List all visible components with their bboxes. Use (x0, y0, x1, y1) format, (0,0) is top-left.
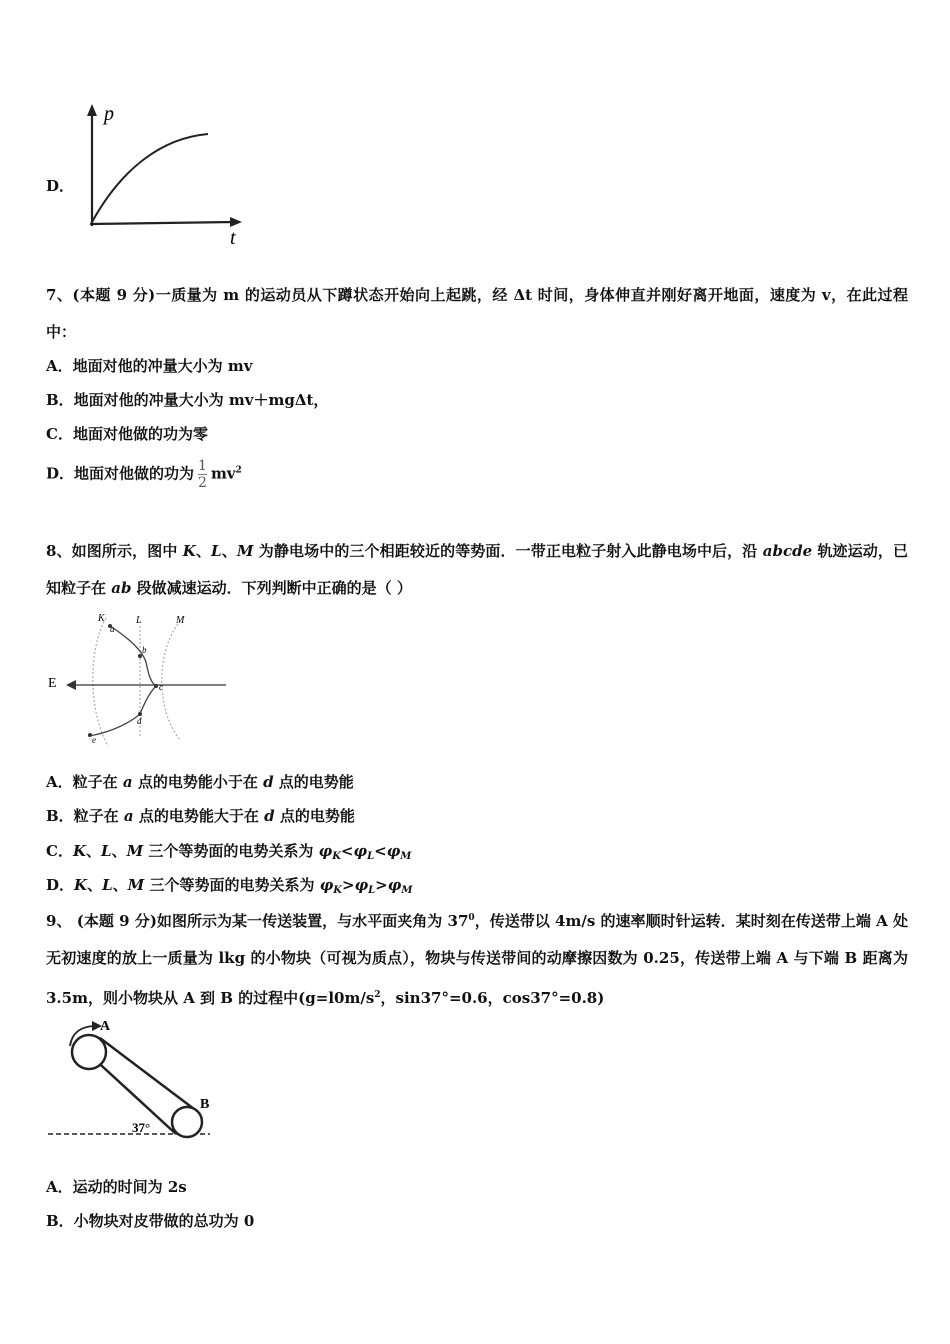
q9-option-a: A．运动的时间为 2s (46, 1178, 187, 1196)
q8-stem-sep1: 、 (195, 542, 212, 560)
q8-b-post: 点的电势能 (274, 807, 355, 825)
fig-label-e-field: E (48, 676, 57, 691)
fig-label-b: b (142, 645, 147, 655)
q8-c-sub-l: L (367, 851, 375, 862)
q8-stem-part2: 为静电场中的三个相距较近的等势面．一带正电粒子射入此静电场中后，沿 (253, 542, 763, 560)
q8-d-sub-k: K (333, 885, 342, 896)
q8-c-lt1: < (340, 842, 354, 860)
q9-g-sup: 2 (374, 990, 381, 1000)
q8-a-pre: A．粒子在 (46, 773, 123, 791)
q6-pt-graph (82, 98, 252, 248)
graph-x-axis (90, 222, 234, 224)
q8-option-c (46, 841, 411, 867)
q8-c-m: M (126, 842, 144, 860)
q8-d-phi-l: φ (354, 876, 369, 894)
q8-c-phi-m: φ (386, 842, 401, 860)
q8-c-sep2: 、 (111, 842, 127, 860)
q6-option-d-label: D． (46, 177, 75, 195)
q8-c-sep1: 、 (86, 842, 102, 860)
q8-option-a (46, 772, 354, 792)
fig-label-k: K (98, 613, 105, 624)
q9-conveyor-figure (44, 1016, 224, 1144)
graph-curve (92, 134, 208, 222)
fig-label-c: c (159, 682, 163, 692)
q7-stem: 7、(本题 9 分)一质量为 m 的运动员从下蹲状态开始向上起跳，经 Δt 时间，身体伸直并刚好离开地面，速度为 v，在此过程中： (46, 286, 908, 341)
fraction-numerator: 1 (198, 458, 207, 474)
equipotential-k (93, 618, 108, 746)
q7-option-c: C．地面对他做的功为零 (46, 425, 208, 443)
q8-d-phi-k: φ (319, 876, 334, 894)
q8-d-gt2: > (375, 876, 388, 894)
q8-c-sub-m: M (400, 851, 412, 862)
fraction-denominator: 2 (198, 475, 207, 491)
q8-stem-m: M (236, 542, 254, 560)
q8-d-phi-m: φ (387, 876, 402, 894)
graph-x-arrow (230, 217, 242, 227)
q8-field-figure (44, 610, 244, 750)
fraction-half (198, 458, 207, 491)
fig-label-a: a (110, 624, 115, 634)
fig-label-b: B (200, 1097, 210, 1112)
fig-label-l: L (136, 615, 142, 626)
q8-a-point-d: d (263, 773, 274, 791)
q8-c-k: K (72, 842, 86, 860)
q8-stem-part1: 8、如图所示，图中 (46, 542, 183, 560)
q8-d-sub-l: L (368, 885, 376, 896)
q9-stem-part1: 9、 (本题 9 分)如图所示为某一传送装置，与水平面夹角为 37 (46, 912, 469, 930)
q8-c-lt2: < (374, 842, 387, 860)
q8-d-mid: 三个等势面的电势关系为 (144, 876, 320, 894)
q8-c-phi-k: φ (318, 842, 333, 860)
q7-option-d-prefix: D．地面对他做的功为 (46, 464, 195, 483)
q8-d-gt1: > (341, 876, 355, 894)
graph-y-arrow (87, 104, 97, 116)
q9-degree-sup: 0 (468, 913, 475, 923)
q8-d-sub-m: M (401, 885, 413, 896)
q8-stem-sep2: 、 (221, 542, 237, 560)
q8-b-mid: 点的电势能大于在 (133, 807, 265, 825)
q9-option-b: B．小物块对皮带做的总功为 0 (46, 1212, 255, 1230)
q8-stem-part3: 轨迹运动，已知粒子在 (46, 542, 908, 597)
pulley-b (172, 1107, 202, 1137)
q8-c-pre: C． (46, 842, 73, 860)
graph-x-label: t (230, 227, 236, 248)
q8-stem (46, 533, 908, 607)
field-arrow (66, 680, 76, 690)
q8-stem-path: abcde (762, 542, 813, 560)
q8-stem-k: K (182, 542, 196, 560)
q9-stem-part3: ，sin37°=0.6，cos37°=0.8) (380, 989, 605, 1007)
q8-c-l: L (101, 842, 112, 860)
belt-top (100, 1038, 198, 1112)
q8-d-pre: D． (46, 876, 75, 894)
q8-c-sub-k: K (332, 851, 341, 862)
q8-d-l: L (102, 876, 113, 894)
point-c (154, 684, 158, 688)
fig-label-d: d (137, 716, 142, 726)
q8-a-post: 点的电势能 (273, 773, 354, 791)
q8-option-d (46, 875, 412, 901)
q8-stem-part4: 段做减速运动．下列判断中正确的是（ ） (131, 579, 412, 597)
q7-option-a: A．地面对他的冲量大小为 mv (46, 357, 253, 375)
fig-angle-label: 37° (132, 1120, 151, 1135)
q8-b-point-a: a (123, 807, 134, 825)
q8-b-point-d: d (264, 807, 275, 825)
q7-option-d-suffix: mv (210, 464, 236, 483)
q8-stem-l: L (211, 542, 222, 560)
q8-c-mid: 三个等势面的电势关系为 (143, 842, 319, 860)
fig-label-e-point: e (92, 735, 96, 745)
particle-trajectory (88, 626, 156, 736)
q7-option-b: B．地面对他的冲量大小为 mv＋mgΔt， (46, 391, 329, 409)
fig-label-m: M (176, 615, 185, 626)
q8-d-sep2: 、 (112, 876, 128, 894)
q7-option-d (46, 458, 242, 491)
q9-stem-part2: ，传送带以 4m/s 的速率顺时针运转．某时刻在传送带上端 A 处无初速度的放上一质量为 lkg 的小物块（可视为质点），物块与传送带间的动摩擦因数为 0.25，传送带上端 A 与下端 B 距离为 3.5m，则小物块从 A 到 B 的过程中(g=l0m/s (46, 912, 908, 1007)
q7-option-d-sup: 2 (235, 465, 242, 476)
q8-a-point-a: a (122, 773, 133, 791)
q8-a-mid: 点的电势能小于在 (132, 773, 264, 791)
q8-d-m: M (127, 876, 145, 894)
q8-d-sep1: 、 (87, 876, 103, 894)
graph-y-label: p (104, 103, 114, 125)
q8-option-b (46, 806, 355, 826)
q8-b-pre: B．粒子在 (46, 807, 124, 825)
q8-d-k: K (74, 876, 88, 894)
fig-label-a: A (100, 1019, 111, 1034)
pulley-a (72, 1035, 106, 1069)
equipotential-m (162, 624, 180, 740)
q9-stem (46, 900, 908, 1017)
q8-stem-ab: ab (111, 579, 132, 597)
q8-c-phi-l: φ (353, 842, 368, 860)
